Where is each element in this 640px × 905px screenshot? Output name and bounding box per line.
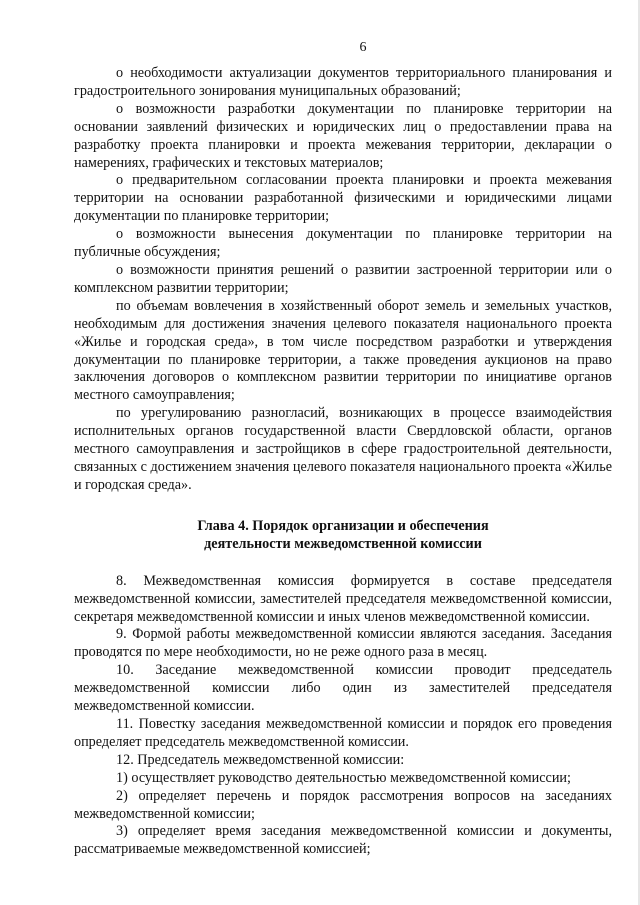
paragraph: 8. Межведомственная комиссия формируется в составе председателя межведомственной комиссии, заместителей председателя межведомственной комиссии, секретаря межведомственной комиссии и иных членов межведомственной комиссии. (74, 572, 612, 625)
paragraph: 1) осуществляет руководство деятельностью межведомственной комиссии; (116, 769, 571, 786)
paragraph: 3) определяет время заседания межведомственной комиссии и документы, рассматриваемые межведомственной комиссией; (74, 823, 612, 858)
paragraph: 2) определяет перечень и порядок рассмотрения вопросов на заседаниях межведомственной комиссии; (74, 787, 612, 822)
chapter-heading-line-1: Глава 4. Порядок организации и обеспечения (197, 517, 489, 534)
paragraph: 9. Формой работы межведомственной комиссии являются заседания. Заседания проводятся по мере необходимости, но не реже одного раза в месяц. (74, 626, 612, 661)
regulation-text-bottom (74, 573, 612, 860)
paragraph: о возможности принятия решений о развитии застроенной территории или о комплексном развитии территории; (74, 261, 612, 296)
regulation-text-top (74, 65, 612, 495)
paragraph: 12. Председатель межведомственной комиссии: (116, 751, 405, 768)
chapter-heading-line-2: деятельности межведомственной комиссии (204, 535, 482, 552)
paragraph: 10. Заседание межведомственной комиссии проводит председатель межведомственной комиссии либо один из заместителей председателя межведомственной комиссии. (74, 662, 612, 715)
paragraph: по объемам вовлечения в хозяйственный оборот земель и земельных участков, необходимым для достижения значения целевого показателя национального проекта «Жилье и городская среда», в том числе посредством разработки и утверждения документации по планировке территории, а также проведения аукционов на право заключения договоров о комплексном развитии территории по инициативе органов местного самоуправления; (74, 297, 612, 404)
paragraph: о предварительном согласовании проекта планировки и проекта межевания территории на основании разработанной физическими и юридическими лицами документации по планировке территории; (74, 172, 612, 225)
paragraph: 11. Повестку заседания межведомственной комиссии и порядок его проведения определяет председатель межведомственной комиссии. (74, 716, 612, 750)
page-number: 6 (359, 40, 367, 55)
paragraph: о возможности вынесения документации по планировке территории на публичные обсуждения; (74, 226, 612, 261)
paragraph: о возможности разработки документации по планировке территории на основании заявлений физических и юридических лиц о предоставлении права на разработку проекта планировки и проекта межевания территории, декларации о намерениях, графических и текстовых материалов; (74, 100, 612, 171)
chapter-heading (74, 517, 612, 553)
paragraph: по урегулированию разногласий, возникающих в процессе взаимодействия исполнительных органов государственной власти Свердловской области, органов местного самоуправления и застройщиков в сфере градостроительной деятельности, связанных с достижением значения целевого показателя национального проекта «Жилье и городская среда». (74, 405, 612, 493)
paragraph: о необходимости актуализации документов территориального планирования и градостроительного зонирования муниципальных образований; (74, 65, 612, 99)
